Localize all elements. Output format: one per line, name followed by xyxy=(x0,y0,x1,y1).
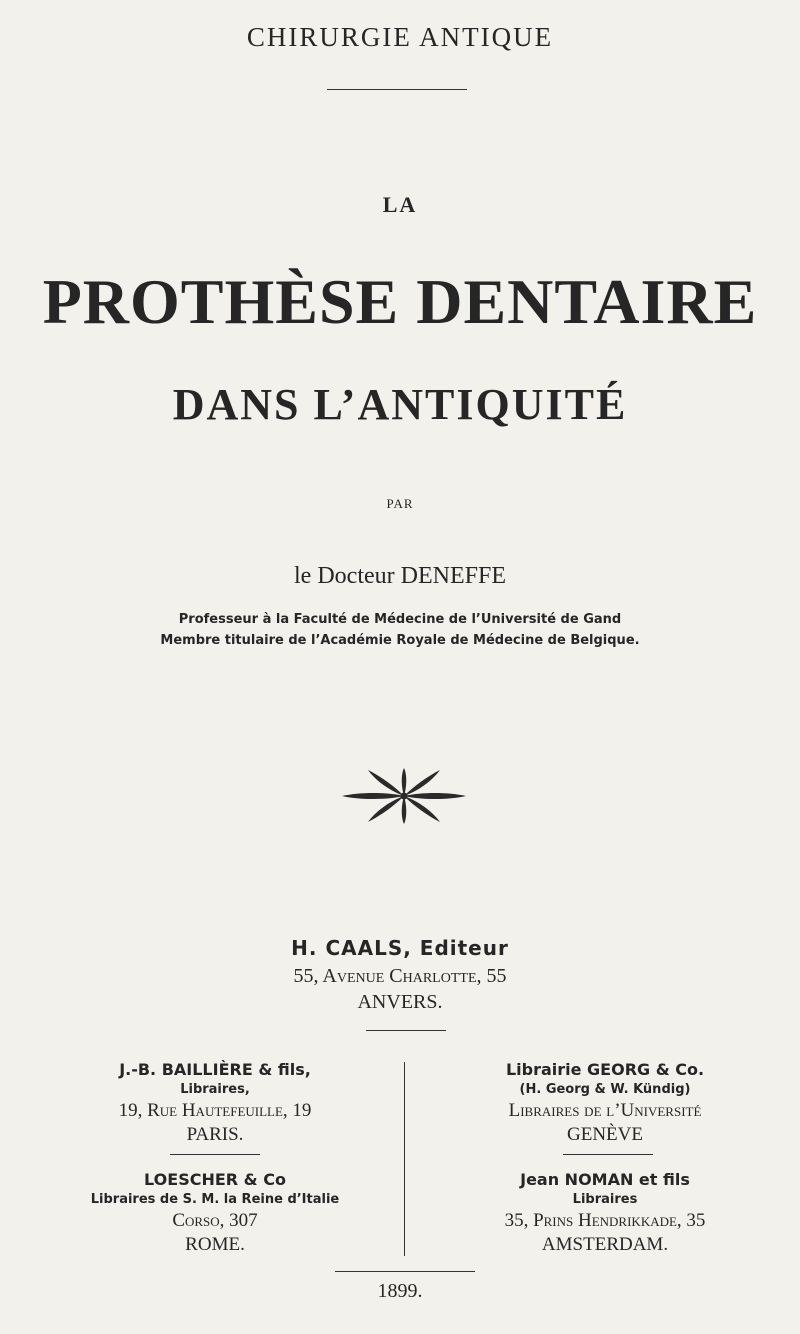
right-rule xyxy=(563,1154,653,1155)
distributor-address: Libraires de l’Université xyxy=(508,1100,702,1121)
distributor-left-2 xyxy=(50,1170,380,1260)
by-label: PAR xyxy=(386,496,414,511)
distributor-city: GENÈVE xyxy=(567,1124,643,1145)
distributor-right-2 xyxy=(440,1170,770,1260)
author-title: Professeur à la Faculté de Médecine de l’Université de Gand xyxy=(178,612,622,627)
subtitle: DANS L’ANTIQUITÉ xyxy=(172,380,628,429)
publisher-name: H. CAALS, Editeur xyxy=(291,936,509,960)
distributor-role: Libraires xyxy=(572,1192,638,1207)
star-ornament-icon xyxy=(340,766,468,826)
main-title: PROTHÈSE DENTAIRE xyxy=(42,266,758,337)
distributor-name: J.-B. BAILLIÈRE & fils, xyxy=(119,1060,311,1079)
distributor-role: Libraires de S. M. la Reine d’Italie xyxy=(90,1192,340,1207)
distributor-name: LOESCHER & Co xyxy=(144,1170,286,1189)
publication-year: 1899. xyxy=(377,1280,423,1302)
header-rule xyxy=(327,89,467,90)
distributor-city: PARIS. xyxy=(186,1124,244,1145)
left-rule xyxy=(170,1154,260,1155)
distributor-left-1 xyxy=(50,1060,380,1150)
distributor-name: Librairie GEORG & Co. xyxy=(505,1060,705,1079)
distributor-name: Jean NOMAN et fils xyxy=(520,1170,690,1189)
footer-rule xyxy=(335,1271,475,1272)
title-article: LA xyxy=(382,192,418,217)
series-title: CHIRURGIE ANTIQUE xyxy=(246,22,554,52)
distributor-address: Corso, 307 xyxy=(172,1210,258,1231)
distributor-address: 19, Rue Hautefeuille, 19 xyxy=(118,1100,312,1121)
publisher-rule xyxy=(366,1030,446,1031)
distributor-role: Libraires, xyxy=(180,1082,250,1097)
author-name: le Docteur DENEFFE xyxy=(294,563,506,589)
distributor-city: ROME. xyxy=(185,1234,245,1255)
distributor-address: 35, Prins Hendrikkade, 35 xyxy=(504,1210,706,1231)
publisher-address: 55, Avenue Charlotte, 55 xyxy=(293,965,507,987)
author-title: Membre titulaire de l’Académie Royale de Médecine de Belgique. xyxy=(160,633,640,648)
distributor-role: (H. Georg & W. Kündig) xyxy=(519,1082,691,1097)
distributor-right-1 xyxy=(440,1060,770,1150)
distributor-city: AMSTERDAM. xyxy=(541,1234,669,1255)
publisher-city: ANVERS. xyxy=(357,991,443,1013)
column-divider xyxy=(404,1062,405,1256)
